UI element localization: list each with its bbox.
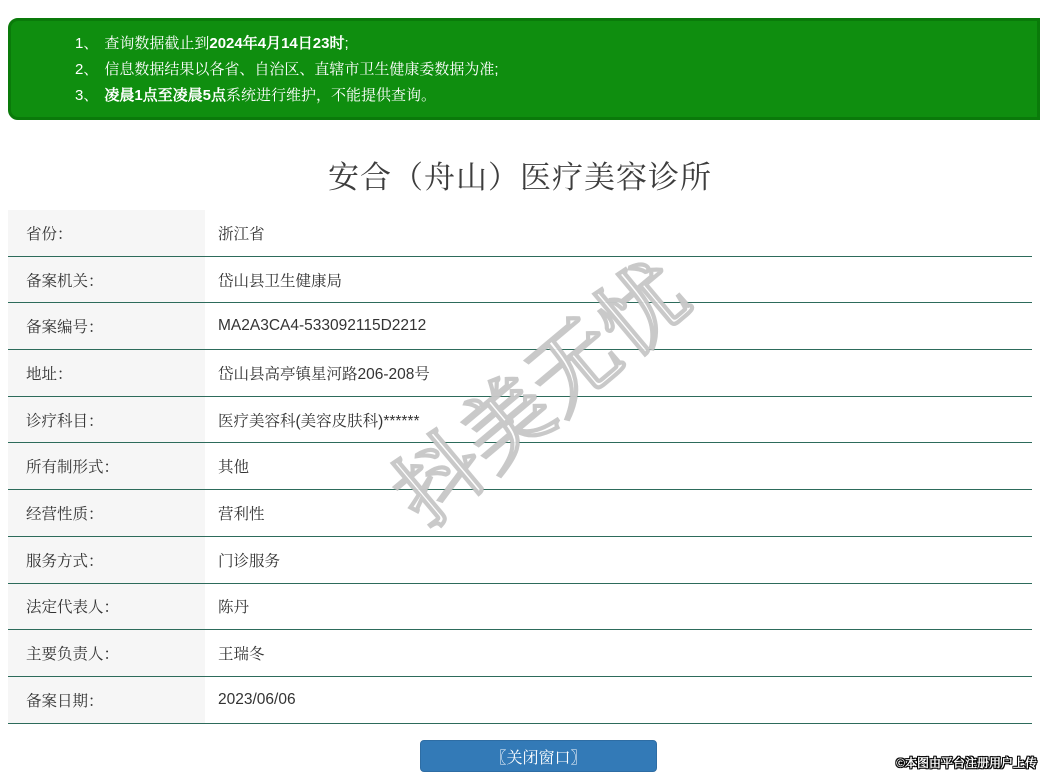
notice-line-number: 1、: [75, 35, 99, 52]
notice-text: 系统进行维护，不能提供查询。: [226, 87, 437, 104]
row-label: 诊疗科目：: [8, 397, 205, 443]
table-row-province: [8, 210, 1032, 257]
notice-text: 信息数据结果以各省、自治区、直辖市卫生健康委数据为准;: [104, 61, 499, 78]
row-value: 医疗美容科(美容皮肤科)******: [218, 412, 420, 430]
row-value: 门诊服务: [218, 552, 281, 570]
table-row-service-mode: [8, 537, 1032, 584]
row-value: 其他: [218, 459, 250, 477]
row-label: 主要负责人：: [8, 630, 205, 676]
row-label: 地址：: [8, 350, 205, 396]
notice-line-2: [75, 57, 1017, 83]
table-row-ownership-form: [8, 443, 1032, 490]
row-label: 备案编号：: [8, 303, 205, 349]
notice-text-bold: 凌晨1点至凌晨5点: [104, 87, 227, 104]
info-table: [8, 210, 1032, 724]
row-value: 岱山县卫生健康局: [218, 272, 343, 290]
row-label: 经营性质：: [8, 490, 205, 536]
row-value: 陈丹: [218, 599, 250, 617]
page-title: 安合（舟山）医疗美容诊所: [328, 160, 712, 195]
watermark-text: 抖美无忧: [376, 244, 708, 545]
row-label: 备案机关：: [8, 257, 205, 303]
notice-line-1: [75, 31, 1017, 57]
notice-text: ;: [344, 35, 349, 52]
table-row-main-person-in-charge: [8, 630, 1032, 677]
row-value: 王瑞冬: [218, 646, 265, 664]
upload-credit: ©本图由平台注册用户上传: [896, 756, 1037, 770]
row-label: 所有制形式：: [8, 443, 205, 489]
table-row-filing-date: [8, 677, 1032, 724]
notice-line-3: [75, 83, 1017, 109]
row-value: 2023/06/06: [218, 690, 296, 708]
row-value: 浙江省: [218, 225, 265, 243]
notice-text: 查询数据截止到: [104, 35, 210, 52]
notice-text-bold: 2024年4月14日23时: [209, 35, 345, 52]
row-value: 营利性: [218, 505, 265, 523]
close-window-button[interactable]: 〖关闭窗口〗: [420, 740, 657, 772]
row-label: 省份：: [8, 210, 205, 256]
row-label: 备案日期：: [8, 677, 205, 723]
notice-banner: [8, 18, 1040, 120]
table-row-legal-representative: [8, 584, 1032, 631]
table-row-filing-number: [8, 303, 1032, 350]
row-value: 岱山县高亭镇星河路206-208号: [218, 365, 430, 383]
table-row-address: [8, 350, 1032, 397]
table-row-treatment-subjects: [8, 397, 1032, 444]
notice-line-number: 3、: [75, 87, 99, 104]
row-label: 服务方式：: [8, 537, 205, 583]
row-label: 法定代表人：: [8, 584, 205, 630]
notice-line-number: 2、: [75, 61, 99, 78]
row-value: MA2A3CA4-533092115D2212: [218, 317, 427, 335]
table-row-filing-authority: [8, 257, 1032, 304]
table-row-operating-nature: [8, 490, 1032, 537]
